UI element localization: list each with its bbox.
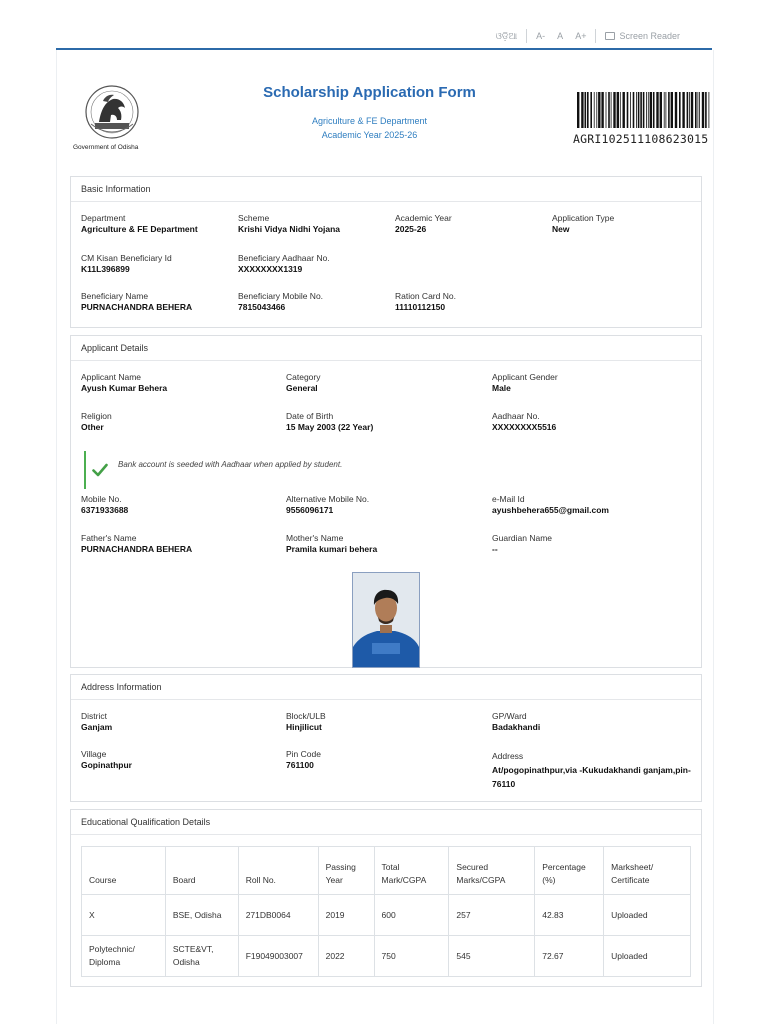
section-heading: Address Information [71, 675, 701, 700]
field-value: 7815043466 [238, 302, 286, 312]
table-cell: BSE, Odisha [165, 895, 238, 936]
address-field [492, 749, 697, 791]
field-value: 9556096171 [286, 505, 334, 515]
field-label: Beneficiary Name [81, 291, 149, 301]
application-number: AGRI102511108623015 [573, 132, 709, 146]
beneficiary-aadhaar-field [238, 253, 330, 275]
field-value: 11110112150 [395, 302, 446, 312]
table-cell: Uploaded [604, 936, 691, 977]
check-icon [92, 463, 108, 477]
field-label: Village [81, 749, 107, 759]
column-header: Roll No. [238, 847, 318, 895]
column-header: Passing Year [318, 847, 374, 895]
field-label: Father's Name [81, 533, 137, 543]
section-heading: Educational Qualification Details [71, 810, 701, 835]
field-value: 2025-26 [395, 224, 427, 234]
government-label: Government of Odisha [73, 144, 139, 151]
column-header: Board [165, 847, 238, 895]
table-cell: 42.83 [535, 895, 604, 936]
field-label: Date of Birth [286, 411, 334, 421]
field-label: Guardian Name [492, 533, 553, 543]
column-header: Marksheet/ Certificate [604, 847, 691, 895]
field-value: XXXXXXXX5516 [492, 422, 557, 432]
application-form [56, 50, 714, 1024]
column-header: Secured Marks/CGPA [449, 847, 535, 895]
department-field [81, 213, 198, 235]
field-value: PURNACHANDRA BEHERA [81, 302, 193, 312]
ration-card-field [395, 291, 456, 313]
table-cell: Polytechnic/ Diploma [82, 936, 166, 977]
screen-reader-link[interactable] [605, 31, 680, 41]
village-field [81, 749, 132, 771]
block-ulb-field [286, 711, 326, 733]
field-value: General [286, 383, 318, 393]
mothers-name-field [286, 533, 377, 555]
section-heading: Applicant Details [71, 336, 701, 361]
field-label: Scheme [238, 213, 270, 223]
cm-kisan-id-field [81, 253, 172, 275]
field-value: Hinjilicut [286, 722, 322, 732]
field-value: PURNACHANDRA BEHERA [81, 544, 193, 554]
field-value: Ayush Kumar Behera [81, 383, 168, 393]
font-increase-button[interactable]: A+ [575, 31, 587, 41]
field-value: New [552, 224, 570, 234]
guardian-name-field [492, 533, 552, 555]
field-label: e-Mail Id [492, 494, 525, 504]
font-decrease-button[interactable]: A- [536, 31, 546, 41]
alternative-mobile-field [286, 494, 369, 516]
field-value: XXXXXXXX1319 [238, 264, 303, 274]
field-value: 6371933688 [81, 505, 129, 515]
field-label: Address [492, 751, 524, 761]
table-cell: 545 [449, 936, 535, 977]
table-cell: 271DB0064 [238, 895, 318, 936]
table-row [82, 936, 691, 977]
field-label: Ration Card No. [395, 291, 456, 301]
field-label: GP/Ward [492, 711, 527, 721]
field-value: 15 May 2003 (22 Year) [286, 422, 374, 432]
table-cell: 2019 [318, 895, 374, 936]
odisha-emblem-icon [83, 84, 141, 144]
fathers-name-field [81, 533, 192, 555]
field-value: Other [81, 422, 104, 432]
field-label: Beneficiary Aadhaar No. [238, 253, 330, 263]
field-value: ayushbehera655@gmail.com [492, 505, 609, 515]
field-value: Pramila kumari behera [286, 544, 378, 554]
education-section [70, 809, 702, 987]
divider [595, 29, 596, 43]
field-label: Aadhaar No. [492, 411, 540, 421]
field-label: Alternative Mobile No. [286, 494, 370, 504]
table-cell: 72.67 [535, 936, 604, 977]
education-table [81, 846, 691, 977]
section-heading: Basic Information [71, 177, 701, 202]
column-header: Percentage (%) [535, 847, 604, 895]
form-subtitle [247, 114, 492, 142]
applicant-name-field [81, 372, 167, 394]
field-label: Applicant Name [81, 372, 142, 382]
field-value: -- [492, 544, 498, 554]
field-value: Gopinathpur [81, 760, 132, 770]
field-value: 761100 [286, 760, 314, 770]
basic-information-section [70, 176, 702, 328]
screen-reader-label: Screen Reader [619, 31, 680, 41]
date-of-birth-field [286, 411, 373, 433]
table-cell: 2022 [318, 936, 374, 977]
category-field [286, 372, 321, 394]
applicant-photo [352, 572, 420, 668]
field-value: Agriculture & FE Department [81, 224, 198, 234]
pin-code-field [286, 749, 321, 771]
religion-field [81, 411, 112, 433]
field-label: Category [286, 372, 321, 382]
beneficiary-mobile-field [238, 291, 323, 313]
field-label: Applicant Gender [492, 372, 558, 382]
district-field [81, 711, 112, 733]
address-information-section [70, 674, 702, 802]
table-cell: F19049003007 [238, 936, 318, 977]
accessibility-bar [496, 28, 680, 44]
table-cell: Uploaded [604, 895, 691, 936]
field-value: Ganjam [81, 722, 113, 732]
field-label: District [81, 711, 107, 721]
field-label: Pin Code [286, 749, 321, 759]
field-label: Application Type [552, 213, 615, 223]
aadhaar-field [492, 411, 556, 433]
field-label: Mother's Name [286, 533, 344, 543]
aadhaar-seeding-notice [84, 451, 406, 489]
column-header: Course [82, 847, 166, 895]
table-cell: 257 [449, 895, 535, 936]
mobile-field [81, 494, 128, 516]
field-value: Krishi Vidya Nidhi Yojana [238, 224, 341, 234]
table-cell: X [82, 895, 166, 936]
field-label: Department [81, 213, 126, 223]
barcode [577, 92, 711, 128]
academic-year: Academic Year 2025-26 [321, 130, 418, 140]
field-label: Religion [81, 411, 112, 421]
field-label: Academic Year [395, 213, 452, 223]
applicant-details-section [70, 335, 702, 668]
field-value: Badakhandi [492, 722, 541, 732]
email-field [492, 494, 609, 516]
field-label: Mobile No. [81, 494, 122, 504]
monitor-icon [605, 32, 615, 40]
gp-ward-field [492, 711, 540, 733]
form-title: Scholarship Application Form [263, 84, 476, 101]
table-header-row [82, 847, 691, 895]
table-cell: 750 [374, 936, 449, 977]
field-value: K11L396899 [81, 264, 130, 274]
beneficiary-name-field [81, 291, 192, 313]
field-label: Beneficiary Mobile No. [238, 291, 324, 301]
table-cell: 600 [374, 895, 449, 936]
application-type-field [552, 213, 614, 235]
language-toggle[interactable]: ଓଡ଼ିଆ [495, 30, 518, 41]
gender-field [492, 372, 558, 394]
field-label: Block/ULB [286, 711, 326, 721]
academic-year-field [395, 213, 452, 235]
table-cell: SCTE&VT, Odisha [165, 936, 238, 977]
notice-text: Bank account is seeded with Aadhaar when applied by student. [118, 460, 343, 469]
font-normal-button[interactable]: A [557, 31, 564, 41]
field-label: CM Kisan Beneficiary Id [81, 253, 172, 263]
table-row [82, 895, 691, 936]
field-value: At/pogopinathpur,via -Kukudakhandi ganjam,pin-76110 [492, 765, 691, 789]
scheme-field [238, 213, 340, 235]
department-name: Agriculture & FE Department [311, 116, 428, 126]
field-value: Male [492, 383, 511, 393]
column-header: Total Mark/CGPA [374, 847, 449, 895]
divider [526, 29, 527, 43]
